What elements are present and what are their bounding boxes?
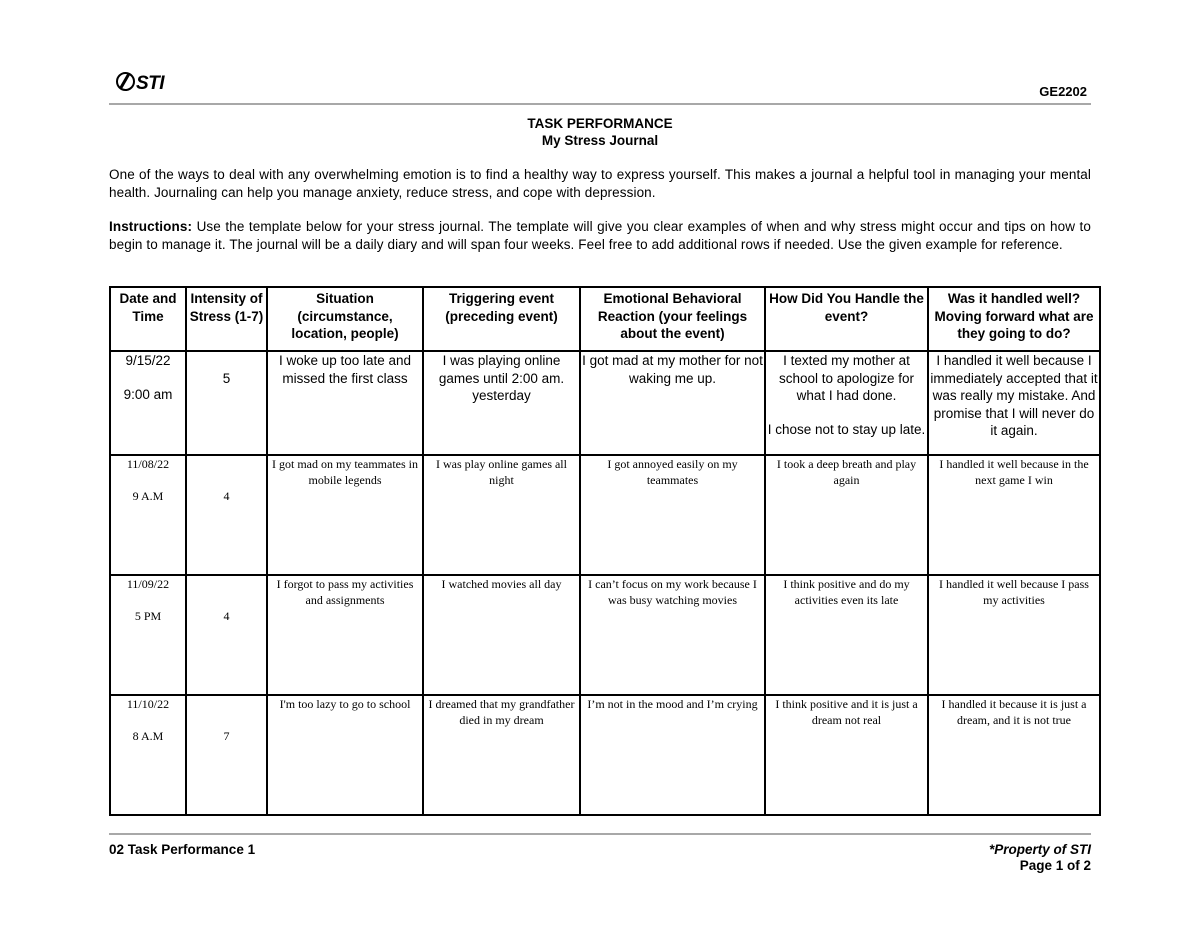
header-date: Date and Time xyxy=(110,287,186,351)
situation-cell: I got mad on my teammates in mobile legends xyxy=(267,455,423,575)
instructions-paragraph xyxy=(109,218,1091,253)
footer-left: 02 Task Performance 1 xyxy=(109,842,256,857)
situation-cell: I forgot to pass my activities and assignments xyxy=(267,575,423,695)
date: 11/08/22 xyxy=(126,457,170,471)
header-divider xyxy=(109,103,1091,105)
table-row xyxy=(110,455,1100,575)
intensity-cell xyxy=(186,575,267,695)
page-number: Page 1 of 2 xyxy=(1019,858,1091,873)
instructions-label: Instructions: xyxy=(109,219,193,234)
footer-right xyxy=(989,842,1091,874)
table-header-row xyxy=(110,287,1100,351)
date-time-cell xyxy=(110,575,186,695)
date-time-cell xyxy=(110,695,186,815)
outcome-cell: I handled it well because in the next game I win xyxy=(928,455,1100,575)
header-trigger: Triggering event (preceding event) xyxy=(423,287,580,351)
trigger-cell: I dreamed that my grandfather died in my dream xyxy=(423,695,580,815)
time: 9 A.M xyxy=(132,489,164,503)
handled-cell: I think positive and do my activities even its late xyxy=(765,575,928,695)
reaction-cell: I can’t focus on my work because I was busy watching movies xyxy=(580,575,765,695)
intro-paragraph: One of the ways to deal with any overwhelming emotion is to find a healthy way to express yourself. This makes a journal a helpful tool in managing your mental health. Journaling can help you manage anxiety, reduce stress, and cope with depression. xyxy=(109,167,1091,200)
situation-cell: I woke up too late and missed the first class xyxy=(267,351,423,455)
time: 5 PM xyxy=(134,609,162,623)
situation-cell: I'm too lazy to go to school xyxy=(267,695,423,815)
table-row xyxy=(110,351,1100,455)
handled-text-2: I chose not to stay up late. xyxy=(767,421,926,437)
header-reaction: Emotional Behavioral Reaction (your feelings about the event) xyxy=(580,287,765,351)
reaction-cell: I got mad at my mother for not waking me up. xyxy=(580,351,765,455)
trigger-cell: I was playing online games until 2:00 am. yesterday xyxy=(423,351,580,455)
date-time-cell xyxy=(110,351,186,455)
title-line-2: My Stress Journal xyxy=(541,133,659,148)
intensity: 5 xyxy=(222,370,231,386)
table-row xyxy=(110,695,1100,815)
outcome-cell: I handled it well because I immediately accepted that it was really my mistake. And promise that I will never do it again. xyxy=(928,351,1100,455)
course-code: GE2202 xyxy=(1039,84,1087,99)
header-intensity: Intensity of Stress (1-7) xyxy=(186,287,267,351)
outcome-cell: I handled it well because I pass my activities xyxy=(928,575,1100,695)
logo-text: STI xyxy=(136,73,165,94)
intensity-cell xyxy=(186,695,267,815)
intensity: 4 xyxy=(223,609,230,623)
reaction-cell: I’m not in the mood and I’m crying xyxy=(580,695,765,815)
header-outcome: Was it handled well? Moving forward what are they going to do? xyxy=(928,287,1100,351)
date-time-cell xyxy=(110,455,186,575)
sti-logo xyxy=(116,72,164,95)
time: 9:00 am xyxy=(123,386,173,402)
time: 8 A.M xyxy=(132,729,164,743)
globe-icon xyxy=(116,72,135,91)
table-row xyxy=(110,575,1100,695)
date: 9/15/22 xyxy=(125,353,171,368)
intensity: 7 xyxy=(223,729,230,743)
trigger-cell: I was play online games all night xyxy=(423,455,580,575)
stress-journal-table xyxy=(109,286,1101,816)
property-notice: *Property of STI xyxy=(988,842,1091,857)
intensity-cell xyxy=(186,351,267,455)
header-situation: Situation (circumstance, location, people) xyxy=(267,287,423,351)
reaction-cell: I got annoyed easily on my teammates xyxy=(580,455,765,575)
trigger-cell: I watched movies all day xyxy=(423,575,580,695)
title-line-1: TASK PERFORMANCE xyxy=(527,116,673,131)
handled-cell: I took a deep breath and play again xyxy=(765,455,928,575)
footer-divider xyxy=(109,833,1091,835)
instructions-text: Use the template below for your stress journal. The template will give you clear examples of when and why stress might occur and tips on how to begin to manage it. The journal will be a daily diary and will span four weeks. Feel free to add additional rows if needed. Use the given example for reference. xyxy=(109,219,1091,252)
page-title xyxy=(109,115,1091,149)
date: 11/10/22 xyxy=(126,697,170,711)
handled-text: I texted my mother at school to apologize for what I had done. xyxy=(778,353,915,403)
date: 11/09/22 xyxy=(126,577,170,591)
handled-cell: I think positive and it is just a dream not real xyxy=(765,695,928,815)
outcome-cell: I handled it because it is just a dream, and it is not true xyxy=(928,695,1100,815)
intensity-cell xyxy=(186,455,267,575)
header-handled: How Did You Handle the event? xyxy=(765,287,928,351)
handled-cell xyxy=(765,351,928,455)
intensity: 4 xyxy=(223,489,230,503)
